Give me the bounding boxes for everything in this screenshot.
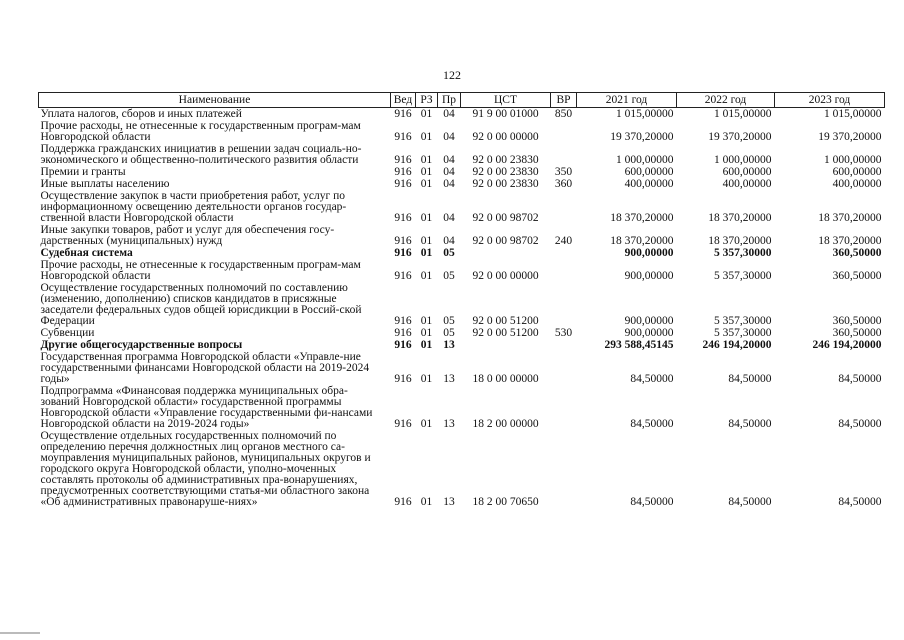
row-vr: 850 [554,108,573,120]
row-2023: 1 015,00000 [824,108,882,120]
row-2023: 18 370,20000 [818,235,882,247]
row-pr: 13 [443,373,455,385]
page-number: 122 [443,68,461,82]
row-2022: 600,00000 [722,166,772,178]
row-name: Иные выплаты населению [40,178,170,190]
row-ved: 916 [394,166,412,178]
row-ved: 916 [394,108,412,120]
row-vr [551,385,577,430]
row-name: Уплата налогов, сборов и иных платежей [40,108,242,120]
row-pr: 05 [443,247,455,259]
row-rz: 01 [420,418,433,430]
table-row [39,282,885,327]
row-2021: 293 588,45145 [604,339,674,351]
row-2022: 84,50000 [728,373,772,385]
row-name: Другие общегосударственные вопросы [40,339,243,351]
row-name: Осуществление государственных полномочий по составлению (изменению, дополнению) списков кандидатов в присяжные заседатели федеральных судов общей юрисдикции в Россий-ской Федерации [40,282,362,327]
table-row [39,247,885,259]
table-body [39,108,885,509]
row-2022: 18 370,20000 [708,212,772,224]
row-2021: 18 370,20000 [610,212,674,224]
table-row [39,430,885,508]
row-2021: 84,50000 [630,373,674,385]
row-2021: 900,00000 [624,327,674,339]
row-ved: 916 [394,154,412,166]
row-2022: 1 015,00000 [714,108,772,120]
row-2021: 900,00000 [624,270,674,282]
row-rz: 01 [420,339,433,351]
row-pr: 04 [443,131,455,143]
row-2023: 400,00000 [832,178,882,190]
row-2022: 5 357,30000 [714,270,772,282]
row-vr [551,351,577,385]
header-2023: 2023 год [775,93,885,108]
row-rz: 01 [420,131,433,143]
row-2021: 1 000,00000 [616,154,674,166]
row-ved: 916 [394,247,412,259]
table-row [39,259,885,282]
row-name: Поддержка гражданских инициатив в решении задач социаль-но-экономического и общественно-политического развития области [40,143,362,166]
row-pr: 04 [443,178,455,190]
row-vr [551,259,577,282]
row-cst: 18 2 00 70650 [472,496,539,508]
row-ved: 916 [394,178,412,190]
table-row [39,224,885,247]
table-row [39,120,885,143]
row-cst [461,339,551,351]
row-rz: 01 [420,212,433,224]
header-vr: ВР [551,93,577,108]
row-2022: 19 370,20000 [708,131,772,143]
row-2023: 360,50000 [832,315,882,327]
row-ved: 916 [394,339,412,351]
header-pr: Пр [438,93,461,108]
row-ved: 916 [394,373,412,385]
row-2023: 600,00000 [832,166,882,178]
table-row [39,143,885,166]
row-ved: 916 [394,212,412,224]
table-row [39,178,885,190]
row-rz: 01 [420,235,433,247]
header-2022: 2022 год [677,93,775,108]
row-pr: 04 [443,235,455,247]
header-name: Наименование [39,93,391,108]
row-2022: 400,00000 [722,178,772,190]
row-name: Осуществление отдельных государственных полномочий по определению перечня должностных лиц органов местного са-моуправления муниципальных районов, муниципальных округов и городского округа Новгородской области, уполно-моченных составлять протоколы об административных пра-вонарушениях, предусмотренных соответствующими статья-ми областного закона «Об административных правонаруше-ниях» [40,430,371,508]
row-2022: 246 194,20000 [702,339,772,351]
row-rz: 01 [420,108,433,120]
row-2022: 1 000,00000 [714,154,772,166]
table-row [39,108,885,121]
row-vr [551,190,577,224]
row-name: Иные закупки товаров, работ и услуг для обеспечения госу-дарственных (муниципальных) нужд [40,224,335,247]
scan-edge-mark [0,632,40,634]
row-cst [461,247,551,259]
row-rz: 01 [420,270,433,282]
row-cst: 92 0 00 98702 [472,212,539,224]
row-pr: 05 [443,327,455,339]
row-rz: 01 [420,373,433,385]
table-row [39,327,885,339]
table-row [39,339,885,351]
row-2023: 84,50000 [838,373,882,385]
row-ved: 916 [394,418,412,430]
row-rz: 01 [420,327,433,339]
row-2022: 5 357,30000 [714,327,772,339]
row-2021: 84,50000 [630,418,674,430]
row-cst: 92 0 00 00000 [472,270,539,282]
row-rz: 01 [420,496,433,508]
row-2021: 900,00000 [624,247,674,259]
row-pr: 13 [443,418,455,430]
table-row [39,190,885,224]
header-rz: РЗ [416,93,438,108]
header-cst: ЦСТ [461,93,551,108]
table-row [39,385,885,430]
row-cst: 92 0 00 00000 [472,131,539,143]
row-cst: 92 0 00 23830 [472,154,539,166]
row-2023: 360,50000 [832,327,882,339]
row-cst: 92 0 00 23830 [472,166,539,178]
row-name: Премии и гранты [40,166,126,178]
budget-table [38,92,885,508]
row-pr: 05 [443,315,455,327]
row-ved: 916 [394,496,412,508]
row-rz: 01 [420,247,433,259]
table-row [39,351,885,385]
row-vr [551,430,577,508]
row-2023: 360,50000 [832,270,882,282]
row-cst: 92 0 00 98702 [472,235,539,247]
row-name: Подпрограмма «Финансовая поддержка муниципальных обра-зований Новгородской области» государственной программы Новгородской области «Управление государственными фи-нансами Новгородской области на 2019-2024 годы» [40,385,373,430]
row-2022: 84,50000 [728,496,772,508]
row-vr [551,120,577,143]
row-pr: 04 [443,108,455,120]
row-name: Прочие расходы, не отнесенные к государственным програм-мам Новгородской области [40,259,361,282]
row-vr [551,247,577,259]
row-2021: 1 015,00000 [616,108,674,120]
row-cst: 92 0 00 51200 [472,327,539,339]
row-vr [551,282,577,327]
row-rz: 01 [420,154,433,166]
row-name: Субвенции [40,327,95,339]
row-vr [551,339,577,351]
row-2022: 5 357,30000 [714,315,772,327]
row-name: Осуществление закупок в части приобретения работ, услуг по информационному освещению деятельности органов государ-ственной власти Новгородской области [40,190,347,224]
row-pr: 13 [443,339,455,351]
row-name: Государственная программа Новгородской области «Управле-ние государственными финансами Новгородской области на 2019-2024 годы» [40,351,370,385]
row-vr: 240 [554,235,573,247]
row-2023: 19 370,20000 [818,131,882,143]
row-cst: 92 0 00 51200 [472,315,539,327]
header-2021: 2021 год [577,93,677,108]
row-2022: 18 370,20000 [708,235,772,247]
row-vr [551,143,577,166]
row-ved: 916 [394,131,412,143]
row-vr: 350 [554,166,573,178]
row-pr: 04 [443,212,455,224]
row-rz: 01 [420,315,433,327]
row-ved: 916 [394,327,412,339]
row-2023: 18 370,20000 [818,212,882,224]
row-cst: 18 2 00 00000 [472,418,539,430]
row-pr: 04 [443,154,455,166]
row-2021: 400,00000 [624,178,674,190]
row-2022: 84,50000 [728,418,772,430]
row-2021: 900,00000 [624,315,674,327]
row-rz: 01 [420,166,433,178]
row-2022: 5 357,30000 [714,247,772,259]
row-cst: 92 0 00 23830 [472,178,539,190]
row-2023: 246 194,20000 [812,339,882,351]
row-vr: 360 [554,178,573,190]
row-name: Прочие расходы, не отнесенные к государственным програм-мам Новгородской области [40,120,361,143]
row-2021: 84,50000 [630,496,674,508]
row-rz: 01 [420,178,433,190]
row-2023: 84,50000 [838,418,882,430]
row-cst: 91 9 00 01000 [472,108,539,120]
header-ved: Вед [391,93,416,108]
row-ved: 916 [394,270,412,282]
row-name: Судебная система [40,247,133,259]
row-2021: 600,00000 [624,166,674,178]
row-cst: 18 0 00 00000 [472,373,539,385]
row-pr: 13 [443,496,455,508]
row-pr: 05 [443,270,455,282]
row-2023: 360,50000 [832,247,882,259]
row-2023: 84,50000 [838,496,882,508]
row-pr: 04 [443,166,455,178]
row-2021: 18 370,20000 [610,235,674,247]
table-row [39,166,885,178]
table-header [39,93,885,108]
row-ved: 916 [394,315,412,327]
row-ved: 916 [394,235,412,247]
row-2021: 19 370,20000 [610,131,674,143]
row-vr: 530 [554,327,573,339]
row-2023: 1 000,00000 [824,154,882,166]
